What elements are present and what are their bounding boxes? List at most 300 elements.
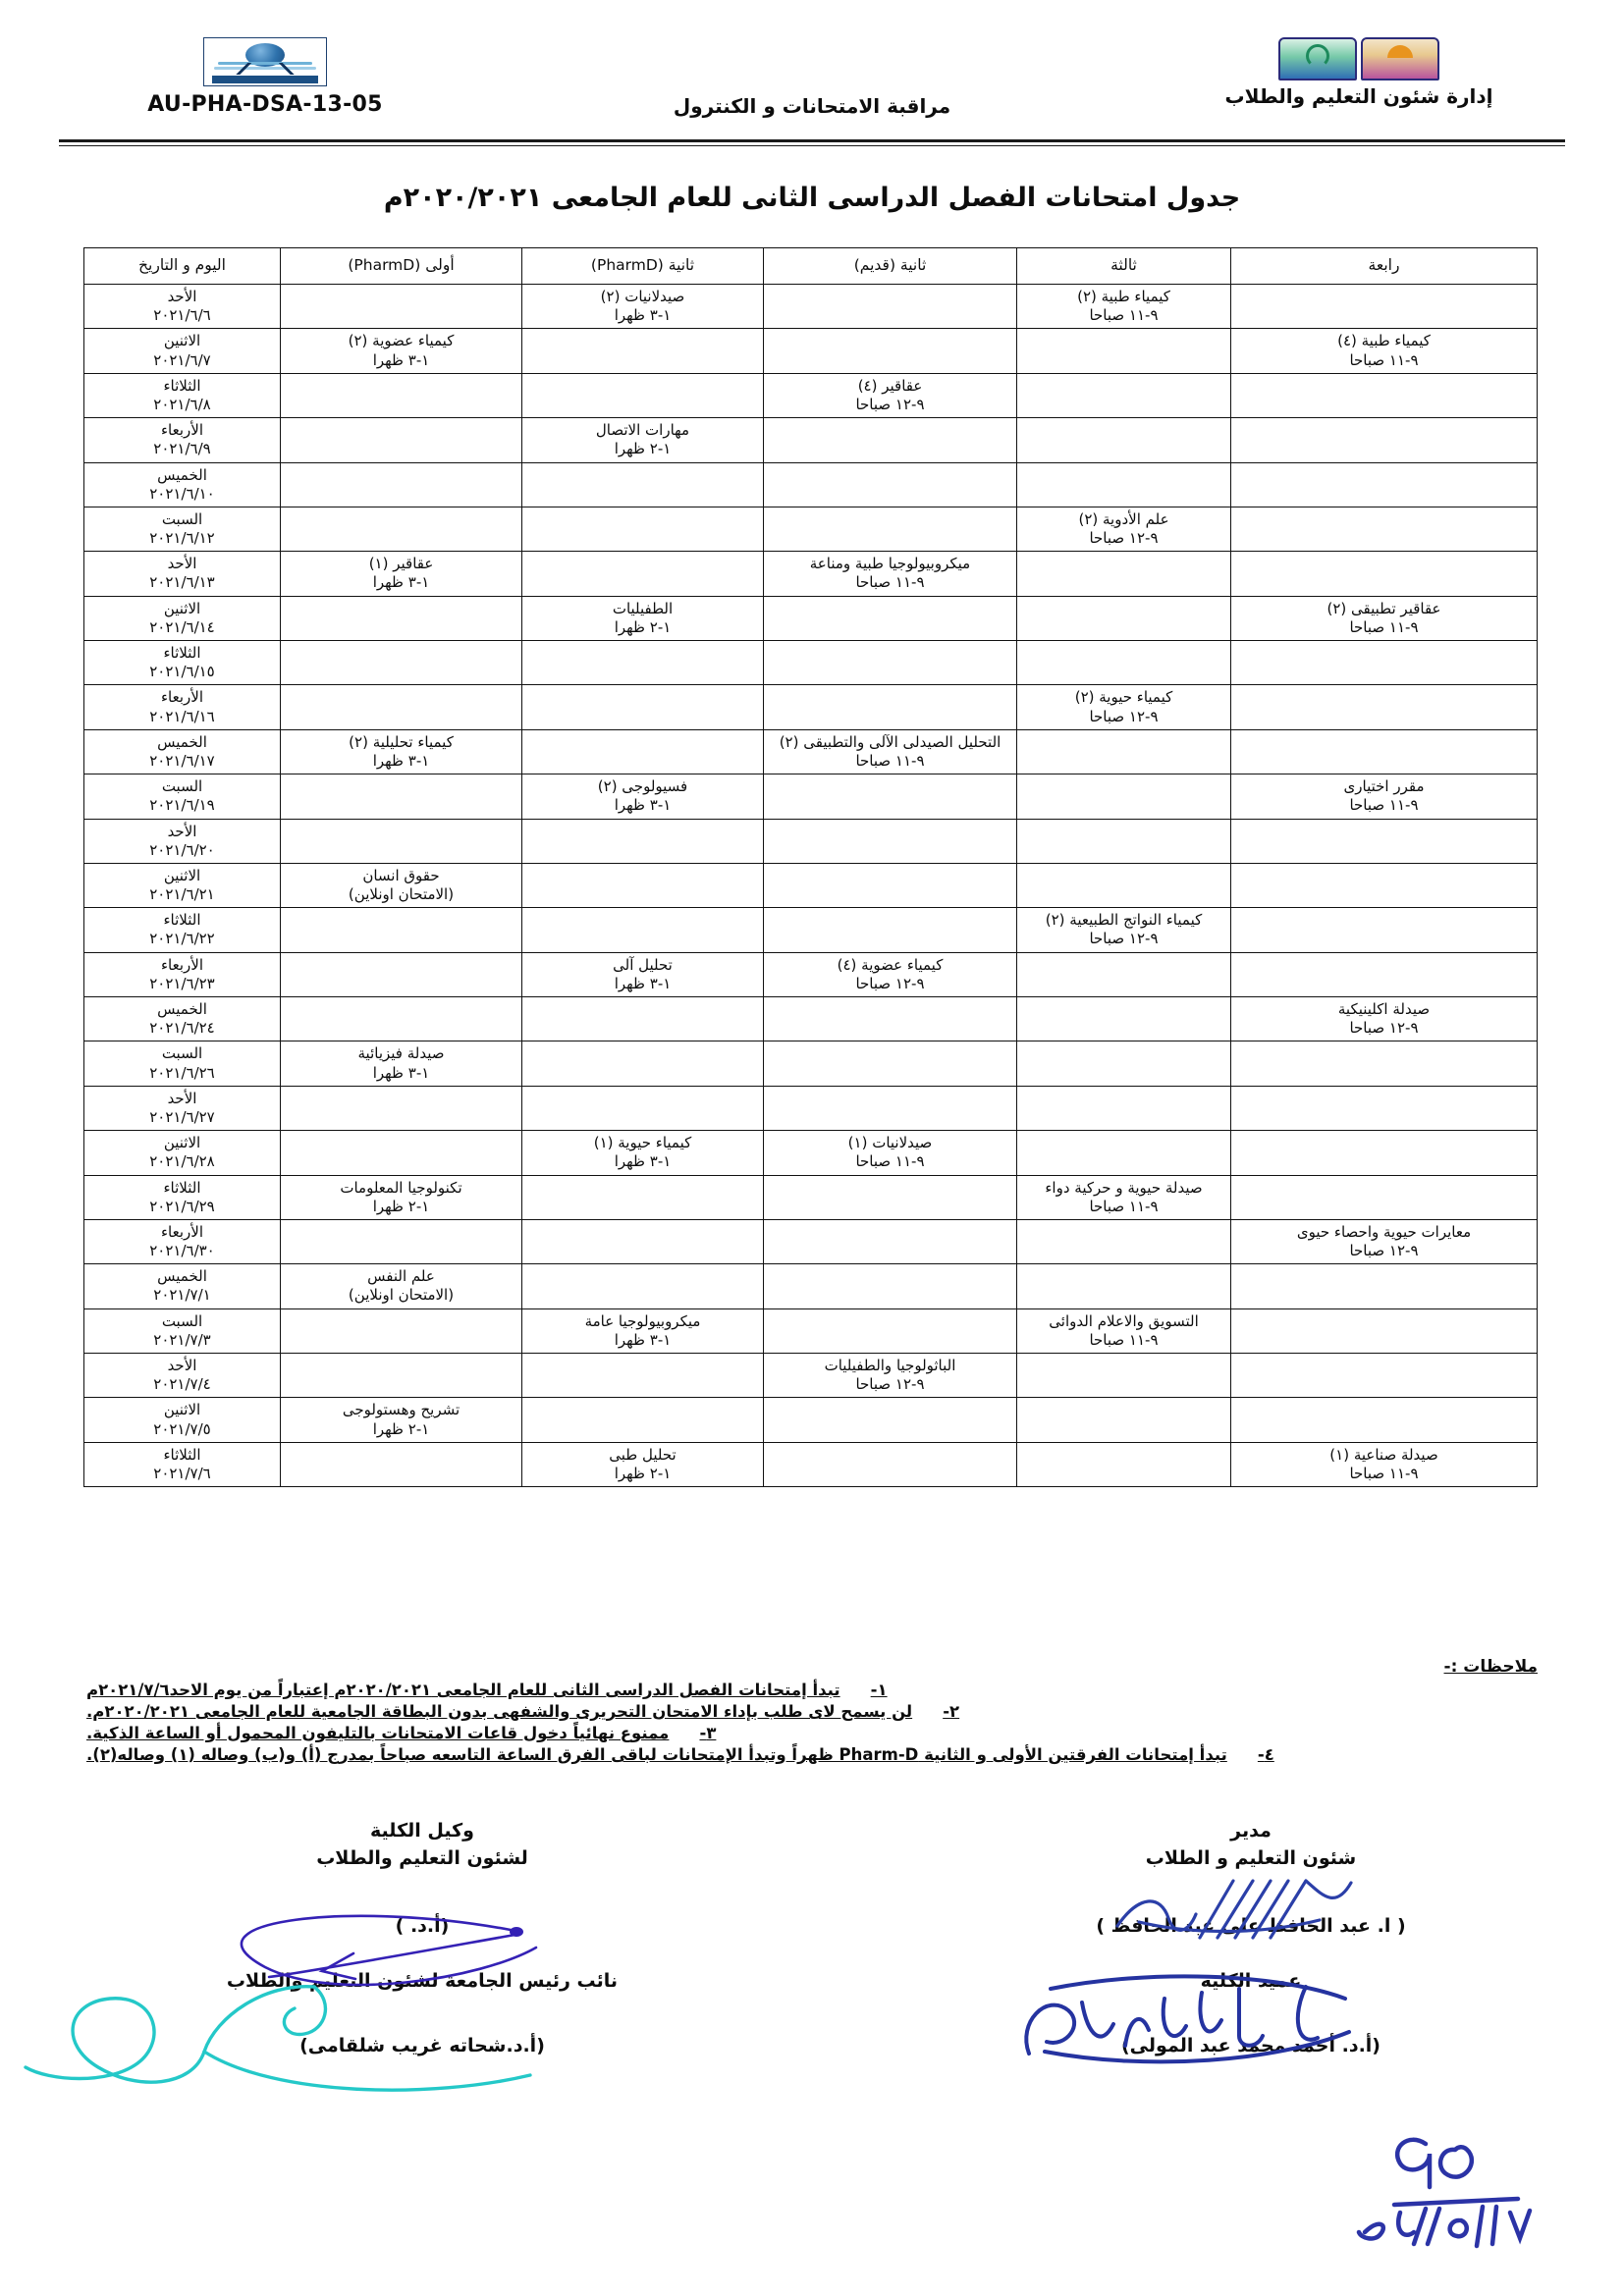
exam-subject: صيدلة فيزيائية (357, 1044, 445, 1063)
column-header-year2-pharmd: ثانية (PharmD) (522, 248, 764, 285)
cell-year3 (1017, 596, 1231, 640)
exam-time: ١-٣ ظهرا (614, 1152, 672, 1171)
cell-year2-pharmd (522, 952, 764, 996)
signature-block-left (118, 1818, 727, 2056)
cell-year4 (1231, 1131, 1538, 1175)
exam-date: ٢٠٢١/٧/٤ (153, 1375, 211, 1394)
cell-year2-old (764, 1219, 1017, 1263)
cell-year3 (1017, 997, 1231, 1041)
cell-year2-old (764, 373, 1017, 417)
exam-time: ١-٣ ظهرا (614, 796, 672, 815)
exam-date: ٢٠٢١/٦/١٠ (149, 484, 215, 503)
table-row (84, 552, 1538, 596)
exam-date: ٢٠٢١/٦/٢٢ (149, 930, 215, 948)
exam-date: ٢٠٢١/٦/١٢ (149, 529, 215, 548)
table-row (84, 1308, 1538, 1353)
exam-day: الاثنين (163, 332, 201, 350)
exam-time: (الامتحان اونلاين) (348, 1286, 455, 1305)
exam-time: ١-٣ ظهرا (372, 1063, 430, 1082)
exam-subject: صيدلانيات (١) (847, 1134, 933, 1152)
exam-time: ٩-١٢ صباحا (855, 395, 925, 413)
table-row (84, 507, 1538, 551)
cell-year3 (1017, 1398, 1231, 1442)
cell-year3 (1017, 507, 1231, 551)
exam-date: ٢٠٢١/٦/١٩ (149, 796, 215, 815)
cell-day-date (84, 641, 281, 685)
cell-year1-pharmd (281, 1175, 522, 1219)
exam-time: ٩-١٢ صباحا (855, 1375, 925, 1394)
exam-time: ١-٢ ظهرا (614, 617, 672, 636)
cell-year3 (1017, 1131, 1231, 1175)
exam-subject: صيدلة صناعية (١) (1329, 1445, 1438, 1464)
exam-date: ٢٠٢١/٦/١٦ (149, 707, 215, 725)
exam-time: ٩-١٢ صباحا (1089, 529, 1159, 548)
cell-year2-pharmd (522, 863, 764, 907)
table-row (84, 462, 1538, 507)
table-row (84, 418, 1538, 462)
cell-year2-old (764, 774, 1017, 819)
exam-subject: تحليل آلى (613, 955, 673, 974)
exam-time: ١-٣ ظهرا (614, 306, 672, 325)
exam-time: ١-٢ ظهرا (614, 1464, 672, 1482)
exam-date: ٢٠٢١/٦/٢٦ (149, 1063, 215, 1082)
cell-year2-old (764, 1308, 1017, 1353)
cell-year2-old (764, 507, 1017, 551)
exam-day: الثلاثاء (163, 911, 201, 930)
cell-day-date (84, 462, 281, 507)
cell-year3 (1017, 1354, 1231, 1398)
page-title: جدول امتحانات الفصل الدراسى الثانى للعام الجامعى ٢٠٢٠/٢٠٢١م (383, 183, 1241, 213)
exam-day: الخميس (157, 1000, 207, 1018)
exam-time: ٩-١١ صباحا (855, 1152, 925, 1171)
exam-day: الاثنين (163, 866, 201, 884)
table-row (84, 1219, 1538, 1263)
exam-time: ١-٣ ظهرا (372, 573, 430, 592)
header-center-title: مراقبة الامتحانات و الكنترول (673, 94, 951, 118)
exam-subject: كيمياء حيوية (٢) (1074, 688, 1173, 707)
cell-day-date (84, 373, 281, 417)
cell-year1-pharmd (281, 1308, 522, 1353)
cell-year2-old (764, 1398, 1017, 1442)
document-code: AU-PHA-DSA-13-05 (147, 92, 383, 117)
cell-year1-pharmd (281, 908, 522, 952)
exam-time: ٩-١١ صباحا (1349, 1464, 1419, 1482)
exam-date: ٢٠٢١/٦/١٧ (149, 751, 215, 770)
table-row (84, 285, 1538, 329)
cell-year2-pharmd (522, 462, 764, 507)
exam-subject: ميكروبيولوجيا طبية ومناعة (809, 555, 971, 573)
cell-year4 (1231, 774, 1538, 819)
cell-year3 (1017, 373, 1231, 417)
cell-year1-pharmd (281, 1086, 522, 1130)
exam-date: ٢٠٢١/٧/٥ (153, 1419, 211, 1438)
exam-day: الأحد (167, 1357, 197, 1374)
exam-subject: عقاقير (٤) (857, 376, 923, 395)
exam-day: الأربعاء (160, 421, 203, 440)
cell-year3 (1017, 462, 1231, 507)
exam-date: ٢٠٢١/٦/٩ (153, 440, 211, 458)
cell-year2-pharmd (522, 1219, 764, 1263)
exam-day: الأحد (167, 555, 197, 573)
cell-year4 (1231, 997, 1538, 1041)
note-number: ٤- (1257, 1745, 1274, 1764)
exam-subject: علم النفس (367, 1267, 435, 1286)
exam-date: ٢٠٢١/٦/٢٩ (149, 1197, 215, 1215)
cell-day-date (84, 774, 281, 819)
cell-year1-pharmd (281, 507, 522, 551)
exam-subject: كيمياء عضوية (٤) (837, 955, 944, 974)
exam-day: الخميس (157, 465, 207, 484)
cell-year4 (1231, 1086, 1538, 1130)
cell-year2-old (764, 596, 1017, 640)
exam-day: الأربعاء (160, 1222, 203, 1241)
cell-day-date (84, 1442, 281, 1486)
signature-name-vice-president: (أ.د.شحاته غريب شلقامى) (299, 2035, 545, 2057)
header-right-block (1153, 37, 1565, 108)
exam-time: ١-٣ ظهرا (614, 1330, 672, 1349)
cell-day-date (84, 596, 281, 640)
table-row (84, 1041, 1538, 1086)
exam-subject: التسويق والاعلام الدوائى (1049, 1311, 1199, 1330)
cell-year4 (1231, 285, 1538, 329)
note-item (86, 1745, 1538, 1764)
exam-date: ٢٠٢١/٦/٨ (153, 395, 211, 413)
cell-year2-pharmd (522, 1264, 764, 1308)
handwritten-number-and-date-icon (1335, 2110, 1561, 2258)
cell-year1-pharmd (281, 1264, 522, 1308)
cell-year2-old (764, 908, 1017, 952)
exam-subject: معايرات حيوية واحصاء حيوى (1296, 1222, 1472, 1241)
cell-day-date (84, 1354, 281, 1398)
exam-subject: عقاقير تطبيقى (٢) (1326, 599, 1441, 617)
exam-date: ٢٠٢١/٦/٢٤ (149, 1019, 215, 1038)
cell-year3 (1017, 685, 1231, 729)
cell-year3 (1017, 1264, 1231, 1308)
cell-year2-old (764, 863, 1017, 907)
exam-subject: الطفيليات (612, 599, 674, 617)
cell-year3 (1017, 641, 1231, 685)
cell-year3 (1017, 1219, 1231, 1263)
exam-subject: كيمياء طبية (٢) (1077, 288, 1170, 305)
exam-day: السبت (161, 509, 203, 528)
exam-date: ٢٠٢١/٦/١٣ (149, 573, 215, 592)
exam-subject: تشريح وهستولوجى (342, 1401, 460, 1419)
cell-year2-pharmd (522, 729, 764, 774)
cell-day-date (84, 507, 281, 551)
table-header-row (84, 248, 1538, 285)
cell-year2-pharmd (522, 418, 764, 462)
exam-time: ١-٣ ظهرا (614, 974, 672, 992)
exam-subject: مقرر اختيارى (1343, 777, 1425, 796)
exam-day: الثلاثاء (163, 376, 201, 395)
cell-year4 (1231, 952, 1538, 996)
note-number: ٣- (699, 1724, 717, 1742)
exam-schedule-table (83, 247, 1538, 1487)
exam-subject: فسيولوجى (٢) (597, 777, 688, 796)
exam-subject: كيمياء تحليلية (٢) (349, 732, 454, 751)
exam-time: ٩-١٢ صباحا (1089, 707, 1159, 725)
cell-year4 (1231, 1041, 1538, 1086)
signature-role-director-dept: شئون التعليم و الطلاب (1145, 1846, 1357, 1869)
signature-name-director: ( ا. عبد الحافظ على عبد الحافظ ) (1096, 1915, 1406, 1938)
cell-year4 (1231, 1219, 1538, 1263)
document-header (59, 37, 1565, 133)
header-left-block (59, 37, 471, 117)
cell-year2-pharmd (522, 641, 764, 685)
cell-year1-pharmd (281, 1041, 522, 1086)
cell-day-date (84, 329, 281, 373)
cell-year4 (1231, 863, 1538, 907)
cell-year2-old (764, 641, 1017, 685)
cell-year2-pharmd (522, 1175, 764, 1219)
header-divider (59, 139, 1565, 142)
cell-year2-old (764, 418, 1017, 462)
exam-time: ٩-١١ صباحا (1089, 306, 1159, 325)
cell-year2-pharmd (522, 1131, 764, 1175)
note-item (86, 1702, 1538, 1721)
cell-year2-old (764, 952, 1017, 996)
table-row (84, 1442, 1538, 1486)
exam-time: ١-٢ ظهرا (372, 1419, 430, 1438)
exam-day: الثلاثاء (163, 1178, 201, 1197)
cell-year3 (1017, 1086, 1231, 1130)
cell-year1-pharmd (281, 685, 522, 729)
table-row (84, 952, 1538, 996)
cell-day-date (84, 1086, 281, 1130)
cell-year2-pharmd (522, 819, 764, 863)
cell-year1-pharmd (281, 774, 522, 819)
cell-year1-pharmd (281, 1398, 522, 1442)
cell-year3 (1017, 729, 1231, 774)
table-row (84, 685, 1538, 729)
signature-block-right (976, 1818, 1526, 2056)
exam-subject: صيدلة اكلينيكية (1337, 1000, 1431, 1018)
cell-year2-pharmd (522, 1086, 764, 1130)
cell-year2-pharmd (522, 329, 764, 373)
exam-day: السبت (161, 1044, 203, 1063)
cell-year4 (1231, 373, 1538, 417)
cell-day-date (84, 1264, 281, 1308)
cell-year2-old (764, 1175, 1017, 1219)
cell-year2-old (764, 1131, 1017, 1175)
cell-year4 (1231, 641, 1538, 685)
cell-year2-pharmd (522, 685, 764, 729)
exam-date: ٢٠٢١/٧/٦ (153, 1464, 211, 1482)
table-row (84, 1131, 1538, 1175)
cell-year1-pharmd (281, 997, 522, 1041)
cell-year4 (1231, 462, 1538, 507)
cell-year3 (1017, 285, 1231, 329)
cell-year3 (1017, 552, 1231, 596)
cell-year3 (1017, 952, 1231, 996)
cell-year1-pharmd (281, 729, 522, 774)
cell-year1-pharmd (281, 329, 522, 373)
note-number: ٢- (943, 1702, 960, 1721)
cell-year1-pharmd (281, 952, 522, 996)
cell-year1-pharmd (281, 1219, 522, 1263)
cell-day-date (84, 418, 281, 462)
exam-subject: عقاقير (١) (368, 555, 434, 573)
cell-year3 (1017, 819, 1231, 863)
table-row (84, 641, 1538, 685)
exam-day: الاثنين (163, 1401, 201, 1419)
cell-year2-pharmd (522, 1398, 764, 1442)
notes-list (86, 1681, 1538, 1764)
table-row (84, 1398, 1538, 1442)
signature-name-dean: (أ.د. أحمد محمد عبد المولى) (1121, 2035, 1380, 2057)
cell-year2-pharmd (522, 507, 764, 551)
cell-year4 (1231, 1442, 1538, 1486)
cell-year4 (1231, 507, 1538, 551)
exam-subject: مهارات الاتصال (595, 421, 690, 440)
exam-time: ٩-١٢ صباحا (1349, 1019, 1419, 1038)
table-row (84, 774, 1538, 819)
exam-date: ٢٠٢١/٦/١٤ (149, 617, 215, 636)
cell-year2-old (764, 1264, 1017, 1308)
cell-year2-old (764, 462, 1017, 507)
table-row (84, 1264, 1538, 1308)
cell-year4 (1231, 1398, 1538, 1442)
cell-day-date (84, 908, 281, 952)
cell-year2-old (764, 1086, 1017, 1130)
exam-time: ٩-١١ صباحا (855, 573, 925, 592)
cell-year4 (1231, 685, 1538, 729)
exam-day: الأحد (167, 288, 197, 305)
cell-year4 (1231, 596, 1538, 640)
exam-day: الخميس (157, 1267, 207, 1286)
exam-date: ٢٠٢١/٦/٧ (153, 350, 211, 369)
handwritten-annotation (1335, 2110, 1561, 2258)
note-item (86, 1724, 1538, 1742)
cell-year2-pharmd (522, 997, 764, 1041)
cell-year2-old (764, 997, 1017, 1041)
exam-time: ٩-١١ صباحا (1349, 617, 1419, 636)
notes-section (86, 1657, 1538, 1767)
cell-year2-old (764, 329, 1017, 373)
cell-year1-pharmd (281, 552, 522, 596)
exam-subject: الباثولوجيا والطفيليات (824, 1357, 956, 1374)
cell-day-date (84, 1398, 281, 1442)
exam-day: الأربعاء (160, 688, 203, 707)
cell-year1-pharmd (281, 373, 522, 417)
cell-day-date (84, 285, 281, 329)
cell-year2-pharmd (522, 908, 764, 952)
column-header-year4: رابعة (1231, 248, 1538, 285)
cell-year2-old (764, 819, 1017, 863)
cell-year1-pharmd (281, 1354, 522, 1398)
exam-date: ٢٠٢١/٦/٢٣ (149, 974, 215, 992)
cell-year4 (1231, 908, 1538, 952)
exam-date: ٢٠٢١/٦/٦ (153, 306, 211, 325)
exam-time: ٩-١١ صباحا (1349, 796, 1419, 815)
cell-year2-old (764, 685, 1017, 729)
exam-time: ١-٣ ظهرا (372, 751, 430, 770)
notes-title: ملاحظات :- (1443, 1657, 1538, 1677)
cell-year3 (1017, 1175, 1231, 1219)
cell-year2-pharmd (522, 1442, 764, 1486)
exam-subject: التحليل الصيدلى الآلى والتطبيقى (٢) (779, 732, 1001, 751)
table-row (84, 729, 1538, 774)
cell-year2-pharmd (522, 1354, 764, 1398)
cell-year2-old (764, 552, 1017, 596)
cell-year4 (1231, 552, 1538, 596)
exam-day: الأحد (167, 1089, 197, 1107)
exam-time: (الامتحان اونلاين) (348, 885, 455, 904)
exam-day: الأربعاء (160, 955, 203, 974)
column-header-day-date: اليوم و التاريخ (84, 248, 281, 285)
cell-year1-pharmd (281, 285, 522, 329)
cell-year1-pharmd (281, 1131, 522, 1175)
column-header-year1-pharmd: أولى (PharmD) (281, 248, 522, 285)
table-row (84, 863, 1538, 907)
cell-day-date (84, 729, 281, 774)
cell-year2-pharmd (522, 373, 764, 417)
signature-role-director: مدير (1230, 1820, 1272, 1842)
exam-day: الخميس (157, 732, 207, 751)
exam-time: ٩-١١ صباحا (1089, 1197, 1159, 1215)
cell-year3 (1017, 774, 1231, 819)
header-divider-thin (59, 145, 1565, 146)
cell-year2-pharmd (522, 552, 764, 596)
exam-day: الاثنين (163, 599, 201, 617)
exam-day: الثلاثاء (163, 644, 201, 662)
exam-subject: صيدلة حيوية و حركية دواء (1045, 1178, 1203, 1197)
cell-year2-pharmd (522, 596, 764, 640)
table-row (84, 1354, 1538, 1398)
exam-time: ١-٣ ظهرا (372, 350, 430, 369)
exam-time: ٩-١٢ صباحا (1349, 1242, 1419, 1260)
note-text: تبدأ إمتحانات الفصل الدراسى الثانى للعام الجامعى ٢٠٢٠/٢٠٢١م إعتباراً من يوم الاحد٢٠٢١/٧/٦م (86, 1681, 840, 1699)
cell-year1-pharmd (281, 863, 522, 907)
cell-year4 (1231, 1175, 1538, 1219)
table-row (84, 997, 1538, 1041)
table-row (84, 329, 1538, 373)
cell-year2-pharmd (522, 1041, 764, 1086)
cell-year1-pharmd (281, 1442, 522, 1486)
exam-day: السبت (161, 777, 203, 796)
cell-year3 (1017, 908, 1231, 952)
table-row (84, 373, 1538, 417)
cell-day-date (84, 997, 281, 1041)
signature-role-vice-dean-dept: لشئون التعليم والطلاب (316, 1846, 528, 1869)
exam-subject: تحليل طبى (609, 1445, 677, 1464)
note-text: تبدأ إمتحانات الفرقتين الأولى و الثانية Pharm-D ظهراً وتبدأ الإمتحانات لباقى الفرق الساعة التاسعه صباحاً بمدرج (أ) و(ب) وصاله (١) وصاله(٢). (86, 1745, 1227, 1764)
note-text: لن يسمح لاى طلب بإداء الامتحان التحريرى والشفهى بدون البطاقة الجامعية للعام الجامعى ٢٠٢٠/٢٠٢١م. (86, 1702, 913, 1721)
cell-year2-old (764, 1354, 1017, 1398)
exam-day: الاثنين (163, 1134, 201, 1152)
exam-day: الأحد (167, 822, 197, 840)
signature-role-dean: عميد الكلية (1200, 1970, 1302, 1993)
aswan-university-logo-icon (203, 37, 327, 86)
cell-year2-pharmd (522, 285, 764, 329)
exam-date: ٢٠٢١/٦/٣٠ (149, 1242, 215, 1260)
cell-day-date (84, 1219, 281, 1263)
cell-year4 (1231, 1264, 1538, 1308)
cell-year2-old (764, 285, 1017, 329)
cell-year2-old (764, 1041, 1017, 1086)
cell-day-date (84, 1041, 281, 1086)
exam-date: ٢٠٢١/٦/٢٨ (149, 1152, 215, 1171)
cell-year4 (1231, 819, 1538, 863)
exam-date: ٢٠٢١/٦/١٥ (149, 663, 215, 681)
cell-year4 (1231, 1308, 1538, 1353)
cell-year2-pharmd (522, 1308, 764, 1353)
table-row (84, 1175, 1538, 1219)
cell-day-date (84, 863, 281, 907)
exam-date: ٢٠٢١/٧/٣ (153, 1330, 211, 1349)
cell-year4 (1231, 329, 1538, 373)
cell-day-date (84, 685, 281, 729)
